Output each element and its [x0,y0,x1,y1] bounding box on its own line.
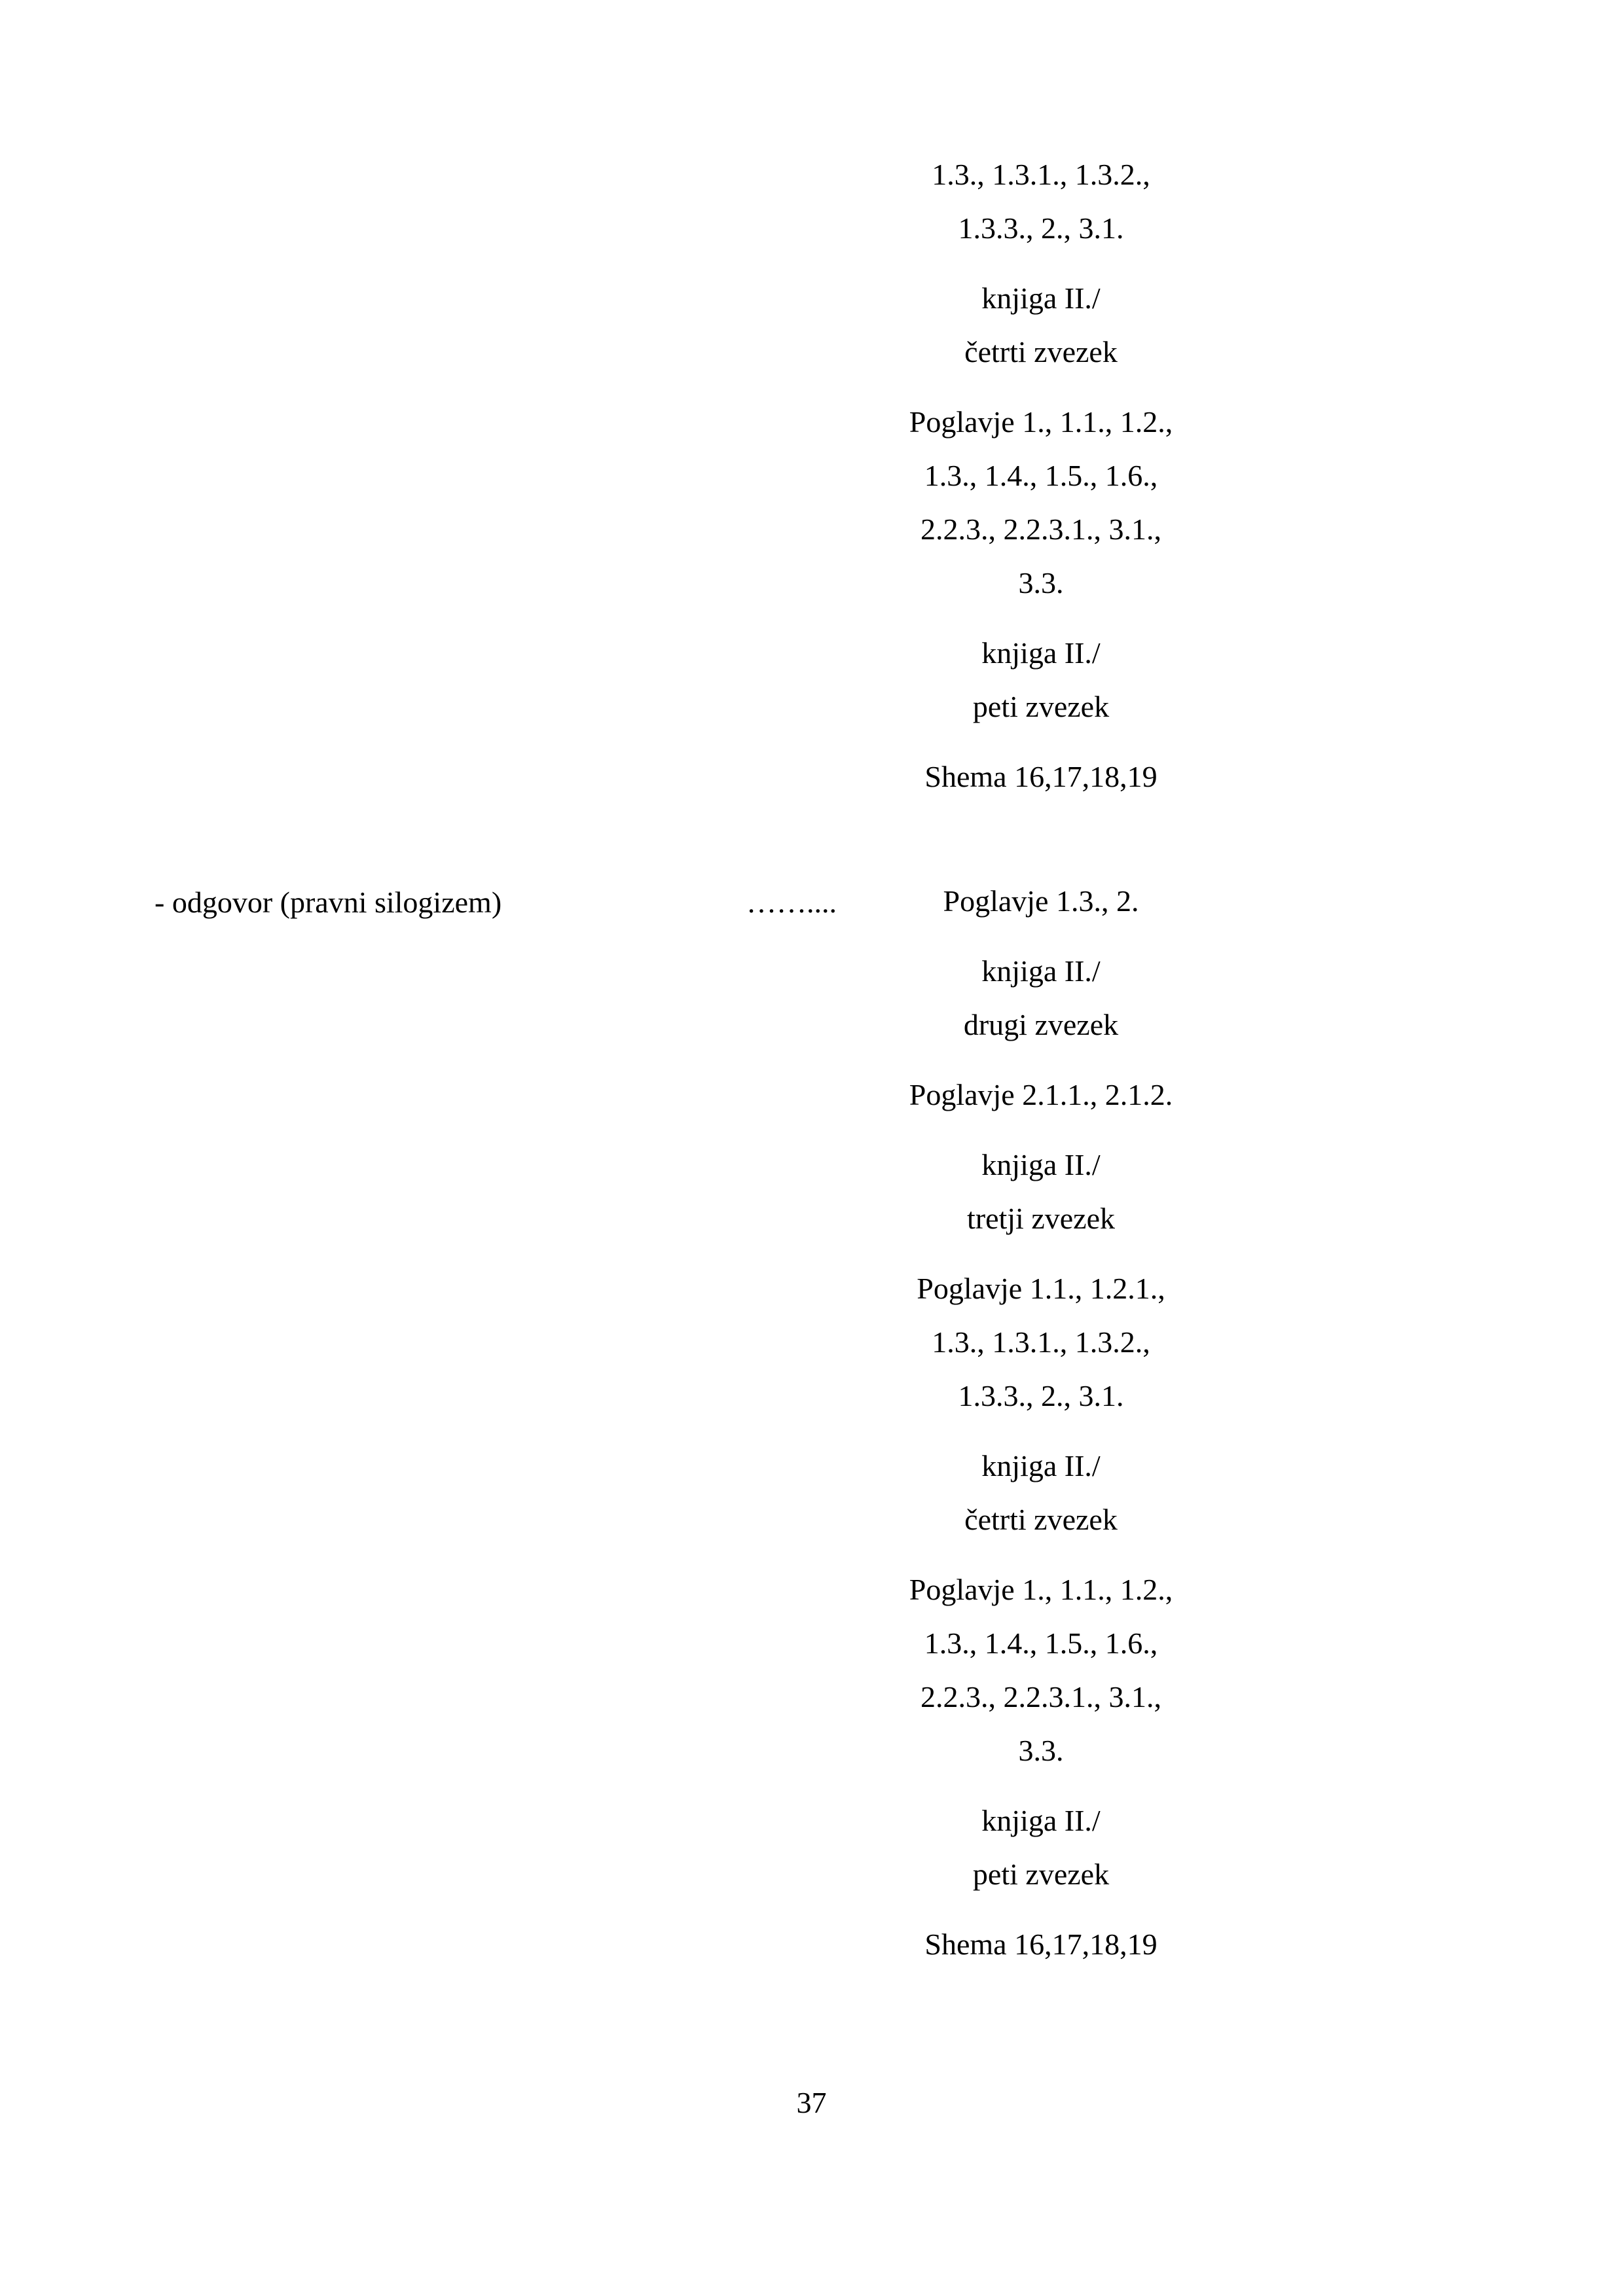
book-label: knjiga II./ [981,1804,1101,1837]
reference-column-continued [890,148,1192,804]
volume-label: peti zvezek [972,690,1110,723]
book-volume-block [890,944,1192,1052]
reference-line: 1.3., 1.3.1., 1.3.2., [932,1325,1150,1359]
reference-column-entry [890,874,1192,1971]
book-volume-block [890,272,1192,379]
volume-label: četrti zvezek [964,1503,1118,1536]
reference-line: Poglavje 1., 1.1., 1.2., [909,405,1173,439]
reference-block [890,1262,1192,1423]
reference-block [890,1563,1192,1778]
scheme-reference [890,750,1192,804]
book-volume-block [890,1794,1192,1901]
reference-line: 1.3.3., 2., 3.1. [958,1379,1124,1412]
volume-label: tretji zvezek [966,1202,1116,1235]
reference-line: 2.2.3., 2.2.3.1., 3.1., [921,512,1161,546]
index-entry-label: - odgovor (pravni silogizem) [155,886,502,919]
book-label: knjiga II./ [981,1449,1101,1482]
reference-line: 3.3. [1018,566,1064,600]
book-label: knjiga II./ [981,954,1101,988]
book-label: knjiga II./ [981,281,1101,315]
reference-line: Poglavje 2.1.1., 2.1.2. [909,1078,1173,1111]
reference-line: 2.2.3., 2.2.3.1., 3.1., [921,1680,1161,1713]
reference-line: 1.3., 1.4., 1.5., 1.6., [924,459,1158,492]
book-label: knjiga II./ [981,1148,1101,1181]
index-entry-leader-dots: …….... [746,886,837,919]
reference-block [890,874,1192,928]
reference-line: Poglavje 1., 1.1., 1.2., [909,1573,1173,1606]
book-volume-block [890,626,1192,734]
reference-line: Poglavje 1.1., 1.2.1., [917,1272,1165,1305]
volume-label: četrti zvezek [964,335,1118,368]
volume-label: peti zvezek [972,1857,1110,1891]
reference-line: Poglavje 1.3., 2. [943,884,1139,918]
reference-block [890,395,1192,610]
book-volume-block [890,1439,1192,1547]
reference-line: Shema 16,17,18,19 [924,1928,1158,1961]
reference-line: 1.3., 1.4., 1.5., 1.6., [924,1626,1158,1660]
reference-line: Shema 16,17,18,19 [924,760,1158,793]
reference-block [890,1068,1192,1122]
book-label: knjiga II./ [981,636,1101,670]
reference-line: 1.3., 1.3.1., 1.3.2., [932,158,1150,191]
book-volume-block [890,1138,1192,1246]
reference-block [890,148,1192,255]
volume-label: drugi zvezek [963,1008,1119,1041]
reference-line: 3.3. [1018,1734,1064,1767]
reference-line: 1.3.3., 2., 3.1. [958,211,1124,245]
scheme-reference [890,1918,1192,1971]
page-number: 37 [796,2086,827,2119]
